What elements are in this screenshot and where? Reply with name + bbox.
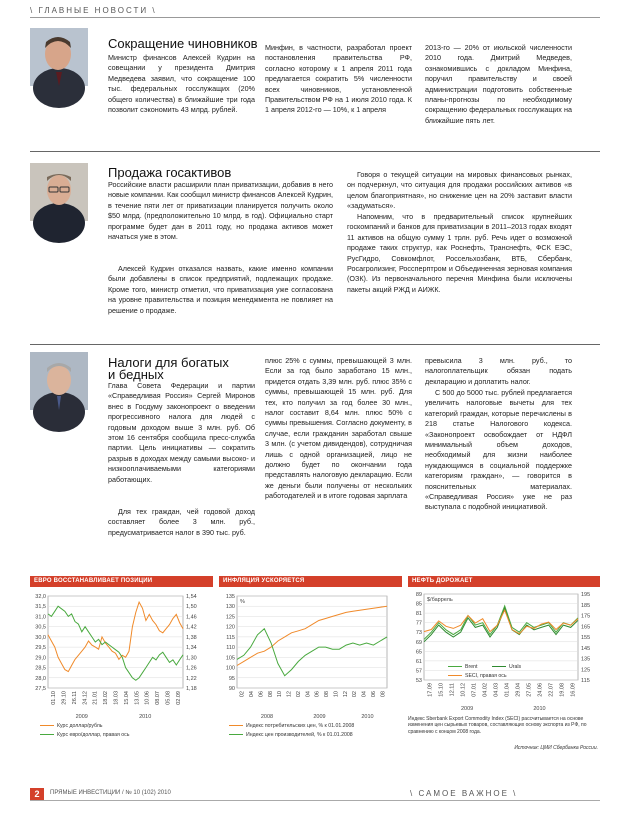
y2-tick-label: 195 [581, 592, 591, 598]
y-tick-label: 29,0 [35, 655, 46, 662]
article-text: Российские власти расширили план приватизации, добавив в него новые компании. Как сообщил министр финансов Алексей Кудрин, в течение пяти лет от приватизации планируется получить около $50 млрд. (предположительно 10 млрд. в год). Официально старт программе будет дан в 2011 году, но продажа активов может начаться уже в этом. [108, 180, 333, 242]
y-tick-label: 89 [415, 592, 422, 598]
article-text: С 500 до 5000 тыс. рублей предлагается увеличить налоговые вычеты для тех категорий граждан, которые перечислены в 218 статье Налогового кодекса. «Законопроект освобождает от НДФЛ минимальный объем доходов, необходимый для жизни наиболее нуждающимся в социальной поддержке категориям граждан», — говорится в пояснительных материалах. «Справедливая Россия» уже не раз выступала с подобной инициативой. [425, 388, 572, 512]
x-tick-label: 01.04 [504, 683, 511, 697]
y-tick-label: 77 [415, 620, 422, 627]
year-label: 2009 [313, 714, 326, 720]
x-tick-label: 04.03 [493, 683, 500, 697]
chart-oil [408, 590, 603, 712]
axis-unit: % [240, 599, 245, 605]
y-tick-label: 31,5 [35, 604, 46, 611]
article-title: Налоги для богатых [108, 355, 229, 370]
y-tick-label: 69 [415, 639, 422, 646]
year-label: 2010 [361, 714, 374, 720]
article-text: 2013-го — 20% от июльской численности 2010 года. Дмитрий Медведев, ознакомившись с докладом Минфина, поручил правительству и своей администрации подготовить собственные планы-прогнозы по необходимому сокращению федеральных госслужащих на ближайшие пять лет. [425, 43, 572, 125]
x-tick-label: 02.09 [175, 691, 182, 705]
article-title: Сокращение чиновников [108, 36, 258, 51]
legend-ppi: Индекс цен производителей, % к 01.01.2008 [229, 731, 353, 739]
plot-frame [48, 596, 183, 688]
y-tick-label: 27,5 [35, 686, 46, 692]
x-tick-label: 08 [324, 691, 331, 698]
x-tick-label: 02 [295, 691, 302, 698]
y-tick-label: 28,0 [35, 675, 46, 682]
y-tick-label: 135 [225, 594, 235, 600]
x-tick-label: 10 [333, 691, 340, 698]
series-line-0 [237, 606, 387, 665]
section-header: \ ГЛАВНЫЕ НОВОСТИ \ [30, 6, 157, 15]
y2-tick-label: 115 [581, 678, 590, 684]
year-label: 2008 [260, 714, 274, 720]
y-tick-label: 57 [415, 668, 422, 675]
x-tick-label: 08 [267, 691, 274, 698]
x-tick-label: 19.08 [559, 683, 566, 697]
x-tick-label: 29.04 [515, 683, 522, 697]
y-tick-label: 130 [225, 604, 235, 611]
legend-usd-rub: Курс доллар/рубль [40, 722, 103, 730]
x-tick-label: 04 [305, 691, 312, 698]
x-tick-label: 29.10 [61, 691, 68, 705]
chart-header-euro: ЕВРО ВОССТАНАВЛИВАЕТ ПОЗИЦИИ [30, 576, 213, 587]
photo-medvedev [30, 28, 88, 86]
article-text: Для тех граждан, чей годовой доход составляет более 3 млн. руб., предусматривается налог в 390 тыс. руб. [108, 507, 255, 537]
x-tick-label: 13.05 [134, 691, 141, 705]
y2-tick-label: 1,34 [186, 645, 197, 652]
y-tick-label: 110 [226, 645, 235, 652]
y2-tick-label: 1,18 [186, 686, 197, 692]
axis-unit: $/баррель [427, 597, 453, 603]
y-tick-label: 125 [225, 614, 235, 621]
y2-tick-label: 1,42 [186, 624, 197, 631]
x-tick-label: 07.01 [471, 683, 478, 697]
y-tick-label: 29,5 [35, 645, 46, 652]
article-text: плюс 25% с суммы, превышающей 3 млн. Если за год было заработано 15 млн., придется отдать 3,39 млн. руб. плюс 35% с суммы, превышающей 15 млн. руб. Для тех, кто получил за год более 30 млн., налог составит 8,64 млн. плюс 50% с суммы превышения. Согласно документу, в случае, если гражданин заработал свыше 3 млн. (с учетом дивидендов), сотрудничая лишь с одной организацией, лицо не должно будет по окончании года представлять налоговую декларацию. Если же деньги были получены от нескольких работодателей и в итоге годовая зарплата [265, 356, 412, 501]
x-tick-label: 06 [370, 691, 377, 698]
x-tick-label: 05.08 [165, 691, 172, 705]
x-tick-label: 06 [314, 691, 321, 698]
chart-header-inflation: ИНФЛЯЦИЯ УСКОРЯЕТСЯ [219, 576, 402, 587]
y-tick-label: 90 [228, 686, 235, 692]
article-text: Напомним, что в предварительный список крупнейших госкомпаний и банков для приватизации в 2011–2013 годах входят 11 активов на общую сумму 1 трлн. руб. Речь идет о возможной продаже таких структур, как Роснефть, Транснефть, ФСК ЕЭС, РусГидро, Совкомфлот, Россельхозбанк, ВТБ, Сбербанк, Росагролизинг, Россперптром и Объединенная зерновая компания (ОЗК). Из первоначального перечня Минфина были исключены пакеты акций РЖД и АИЖК. [347, 212, 572, 294]
page-number: 2 [30, 788, 44, 800]
y2-tick-label: 1,46 [186, 614, 197, 621]
year-label: 2010 [139, 714, 152, 720]
y2-tick-label: 1,30 [186, 655, 197, 662]
chart-header-oil: НЕФТЬ ДОРОЖАЕТ [408, 576, 600, 587]
y2-tick-label: 185 [581, 602, 591, 609]
article-text: Минфин, в частности, разработал проект постановления правительства РФ, согласно которому к 1 апреля 2011 года предлагается сократить 5% численности всех чиновников, установленной Правительством РФ на 1 июля 2010 года. К 1 апреля 2012-го — 10%, к 1 апреля [265, 43, 412, 115]
y-tick-label: 61 [415, 658, 422, 665]
article-title: Продажа госактивов [108, 165, 232, 180]
divider [30, 344, 600, 345]
x-tick-label: 01.10 [51, 691, 58, 705]
y2-tick-label: 145 [581, 645, 591, 652]
y2-tick-label: 1,26 [186, 665, 197, 672]
divider [30, 800, 600, 801]
y-tick-label: 30,0 [35, 634, 46, 641]
photo-mironov [30, 352, 88, 410]
year-label: 2009 [460, 706, 474, 712]
article-title: и бедных [108, 367, 164, 382]
x-tick-label: 15.10 [438, 683, 445, 697]
y2-tick-label: 1,50 [186, 604, 197, 611]
x-tick-label: 24.12 [82, 691, 89, 705]
y-tick-label: 31,0 [35, 614, 46, 621]
photo-kudrin [30, 163, 88, 221]
footer-section: \ САМОЕ ВАЖНОЕ \ [410, 789, 518, 798]
x-tick-label: 17.09 [427, 683, 434, 697]
x-tick-label: 10 [277, 691, 284, 698]
x-tick-label: 18.03 [113, 691, 120, 705]
y2-tick-label: 125 [581, 667, 591, 674]
y-tick-label: 115 [226, 634, 235, 641]
x-tick-label: 04 [361, 691, 368, 698]
y-tick-label: 105 [225, 655, 235, 662]
y2-tick-label: 1,22 [186, 675, 197, 682]
article-text: Алексей Кудрин отказался назвать, какие именно компании были добавлены в список предприятий, подлежащих продаже. Кроме того, министр отметил, что приватизация уже согласована на уровне правительства и позиция менеджмента не повлияет на решение о продаже. [108, 264, 333, 315]
legend-urals: Urals [492, 663, 521, 671]
x-tick-label: 27.05 [526, 683, 533, 697]
article-text: Глава Совета Федерации и партии «Справедливая Россия» Сергей Миронов внес в Госдуму законопроект о введении прогрессивного налога для людей с годовым доходом выше 3 млн. руб. Об этом 16 сентября сообщила пресс-служба партии. Цель инициативы — сократить разрыв в доходах между самыми высоко- и низкооплачиваемыми категориями работающих. [108, 381, 255, 484]
x-tick-label: 18.02 [103, 691, 110, 705]
chart-source: Источник: ЦМИ Сбербанка России. [514, 745, 598, 751]
x-tick-label: 08.07 [155, 691, 162, 705]
x-tick-label: 21.01 [92, 691, 99, 705]
y2-tick-label: 155 [581, 635, 591, 641]
divider [30, 17, 600, 18]
legend-eur-usd: Курс евро/доллар, правая ось [40, 731, 129, 739]
chart-note: Индекс Sberbank Export Commodity Index (SECI) рассчитывается на основе изменения цен сырьевых товаров, составляющих основу экспорта из РФ, по сравнению с концом 2008 года. [408, 716, 587, 735]
legend-cpi: Индекс потребительских цен, % к 01.01.2008 [229, 722, 354, 730]
chart-inflation [219, 590, 404, 720]
y-tick-label: 85 [415, 601, 422, 608]
series-line-1 [48, 606, 183, 680]
divider [30, 151, 600, 152]
x-tick-label: 12 [286, 691, 293, 698]
x-tick-label: 16.09 [570, 683, 577, 697]
y-tick-label: 32,0 [35, 594, 46, 600]
x-tick-label: 06 [258, 691, 265, 698]
y2-tick-label: 175 [581, 613, 591, 620]
x-tick-label: 08 [380, 691, 387, 698]
magazine-name: ПРЯМЫЕ ИНВЕСТИЦИИ / № 10 (102) 2010 [50, 790, 171, 796]
legend-seci: SECI, правая ось [448, 672, 507, 680]
x-tick-label: 12.11 [449, 683, 456, 697]
legend-brent: Brent [448, 663, 477, 671]
x-tick-label: 15.04 [123, 691, 130, 705]
x-tick-label: 26.11 [71, 691, 78, 705]
y-tick-label: 30,5 [35, 624, 46, 631]
y-tick-label: 120 [225, 624, 235, 631]
y-tick-label: 95 [228, 675, 235, 682]
article-text: Говоря о текущей ситуации на мировых финансовых рынках, он подчеркнул, что ситуация для продажи российских активов «в целом благоприятная», но снижение цен на 20% заставит власти «задуматься». [347, 170, 572, 211]
x-tick-label: 22.07 [548, 683, 555, 697]
y2-tick-label: 1,38 [186, 634, 197, 641]
x-tick-label: 12 [342, 691, 349, 698]
y-tick-label: 53 [415, 678, 422, 684]
year-label: 2009 [75, 714, 88, 720]
chart-euro [30, 590, 215, 720]
x-tick-label: 04.02 [482, 683, 489, 697]
year-label: 2010 [533, 706, 546, 712]
article-text: Министр финансов Алексей Кудрин на совещании у президента Дмитрия Медведева заявил, что сокращение 100 тыс. федеральных госслужащих (20% общего количества) в ближайшие три года позволит сэкономить 43 млрд. рублей. [108, 53, 255, 115]
y2-tick-label: 165 [581, 624, 591, 631]
y2-tick-label: 1,54 [186, 594, 197, 600]
y-tick-label: 73 [415, 630, 422, 637]
y-tick-label: 100 [225, 665, 235, 672]
x-tick-label: 04 [249, 691, 256, 698]
y-tick-label: 81 [415, 611, 422, 618]
x-tick-label: 24.06 [537, 683, 544, 697]
x-tick-label: 02 [239, 691, 246, 698]
y-tick-label: 28,5 [35, 665, 46, 672]
y2-tick-label: 135 [581, 656, 591, 663]
x-tick-label: 10.12 [460, 683, 467, 697]
article-text: превысила 3 млн. руб., то налогоплательщик обязан подать декларацию и доплатить налог. [425, 356, 572, 386]
x-tick-label: 02 [352, 691, 359, 698]
y-tick-label: 65 [415, 649, 422, 656]
x-tick-label: 10.06 [144, 691, 151, 705]
